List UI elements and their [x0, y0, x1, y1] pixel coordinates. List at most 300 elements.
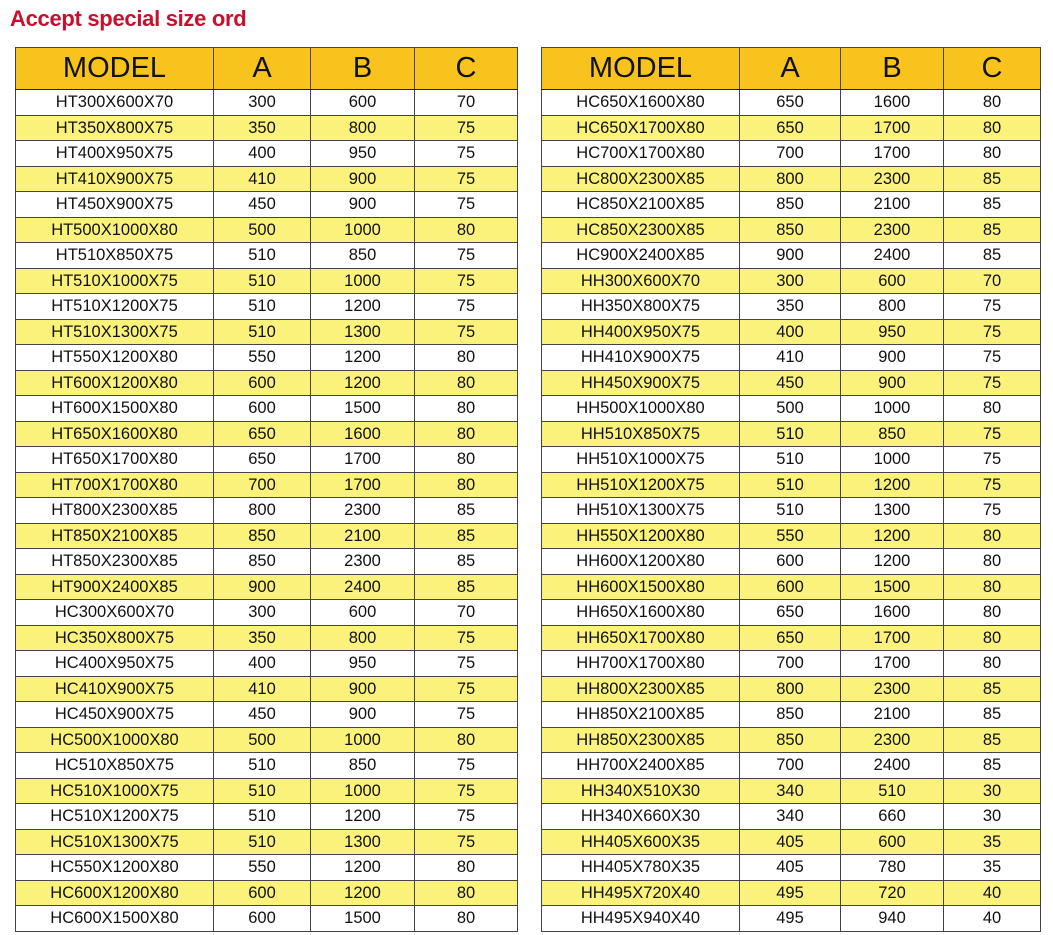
b-cell: 2400 [841, 243, 944, 269]
b-cell: 2100 [841, 702, 944, 728]
table-row [542, 421, 1041, 447]
b-cell: 1500 [311, 906, 415, 932]
model-cell: HH495X940X40 [542, 906, 740, 932]
model-cell: HC650X1600X80 [542, 90, 740, 116]
table-row [542, 447, 1041, 473]
column-header-b: B [311, 48, 415, 90]
model-cell: HH340X510X30 [542, 778, 740, 804]
b-cell: 1300 [311, 829, 415, 855]
b-cell: 1000 [311, 268, 415, 294]
table-row [542, 676, 1041, 702]
b-cell: 600 [311, 90, 415, 116]
model-cell: HT800X2300X85 [16, 498, 214, 524]
model-cell: HC300X600X70 [16, 600, 214, 626]
c-cell: 75 [415, 319, 518, 345]
table-row [542, 90, 1041, 116]
model-cell: HT510X1300X75 [16, 319, 214, 345]
b-cell: 900 [311, 166, 415, 192]
table-row [16, 345, 518, 371]
a-cell: 600 [214, 396, 311, 422]
b-cell: 780 [841, 855, 944, 881]
a-cell: 350 [214, 625, 311, 651]
a-cell: 600 [740, 574, 841, 600]
table-row [542, 268, 1041, 294]
b-cell: 1600 [841, 90, 944, 116]
a-cell: 510 [214, 778, 311, 804]
model-cell: HH410X900X75 [542, 345, 740, 371]
c-cell: 85 [944, 217, 1041, 243]
model-cell: HT550X1200X80 [16, 345, 214, 371]
model-cell: HT510X850X75 [16, 243, 214, 269]
column-header-b: B [841, 48, 944, 90]
c-cell: 85 [944, 676, 1041, 702]
model-cell: HT300X600X70 [16, 90, 214, 116]
a-cell: 400 [214, 141, 311, 167]
c-cell: 75 [944, 472, 1041, 498]
table-row [542, 727, 1041, 753]
b-cell: 1200 [311, 855, 415, 881]
a-cell: 300 [214, 600, 311, 626]
b-cell: 1700 [311, 472, 415, 498]
model-cell: HH500X1000X80 [542, 396, 740, 422]
c-cell: 75 [415, 625, 518, 651]
table-row [542, 651, 1041, 677]
model-cell: HT600X1500X80 [16, 396, 214, 422]
c-cell: 75 [944, 319, 1041, 345]
b-cell: 900 [311, 192, 415, 218]
c-cell: 80 [415, 447, 518, 473]
c-cell: 70 [415, 600, 518, 626]
model-cell: HH350X800X75 [542, 294, 740, 320]
model-cell: HH300X600X70 [542, 268, 740, 294]
a-cell: 550 [214, 855, 311, 881]
c-cell: 85 [944, 753, 1041, 779]
c-cell: 75 [415, 778, 518, 804]
model-cell: HC600X1500X80 [16, 906, 214, 932]
a-cell: 450 [214, 192, 311, 218]
table-row [542, 243, 1041, 269]
b-cell: 850 [841, 421, 944, 447]
c-cell: 80 [944, 549, 1041, 575]
a-cell: 500 [214, 727, 311, 753]
a-cell: 410 [214, 166, 311, 192]
c-cell: 85 [415, 523, 518, 549]
b-cell: 2300 [841, 166, 944, 192]
table-row [16, 447, 518, 473]
c-cell: 85 [415, 498, 518, 524]
a-cell: 340 [740, 804, 841, 830]
a-cell: 450 [740, 370, 841, 396]
model-cell: HC510X1200X75 [16, 804, 214, 830]
a-cell: 510 [214, 243, 311, 269]
b-cell: 1200 [841, 549, 944, 575]
model-cell: HH510X850X75 [542, 421, 740, 447]
size-table-right [541, 47, 1041, 932]
a-cell: 300 [214, 90, 311, 116]
a-cell: 400 [214, 651, 311, 677]
model-cell: HH495X720X40 [542, 880, 740, 906]
model-cell: HH650X1700X80 [542, 625, 740, 651]
table-row [16, 804, 518, 830]
model-cell: HC550X1200X80 [16, 855, 214, 881]
b-cell: 900 [311, 702, 415, 728]
model-cell: HH600X1200X80 [542, 549, 740, 575]
c-cell: 75 [944, 498, 1041, 524]
table-header-row [542, 48, 1041, 90]
model-cell: HH510X1300X75 [542, 498, 740, 524]
a-cell: 495 [740, 880, 841, 906]
a-cell: 850 [214, 549, 311, 575]
b-cell: 2400 [841, 753, 944, 779]
a-cell: 510 [214, 268, 311, 294]
b-cell: 600 [841, 829, 944, 855]
table-row [542, 217, 1041, 243]
column-header-model: MODEL [542, 48, 740, 90]
table-row [542, 804, 1041, 830]
c-cell: 35 [944, 855, 1041, 881]
table-row [16, 217, 518, 243]
b-cell: 850 [311, 753, 415, 779]
model-cell: HC650X1700X80 [542, 115, 740, 141]
b-cell: 1200 [841, 472, 944, 498]
b-cell: 1200 [311, 880, 415, 906]
c-cell: 80 [415, 727, 518, 753]
c-cell: 80 [415, 370, 518, 396]
table-row [542, 396, 1041, 422]
table-row [16, 421, 518, 447]
model-cell: HH600X1500X80 [542, 574, 740, 600]
a-cell: 900 [740, 243, 841, 269]
model-cell: HT650X1700X80 [16, 447, 214, 473]
model-cell: HC800X2300X85 [542, 166, 740, 192]
c-cell: 75 [415, 651, 518, 677]
a-cell: 300 [740, 268, 841, 294]
c-cell: 75 [415, 804, 518, 830]
model-cell: HH510X1200X75 [542, 472, 740, 498]
b-cell: 1700 [841, 115, 944, 141]
a-cell: 600 [214, 370, 311, 396]
model-cell: HT650X1600X80 [16, 421, 214, 447]
a-cell: 405 [740, 829, 841, 855]
a-cell: 510 [740, 472, 841, 498]
c-cell: 75 [415, 753, 518, 779]
table-row [542, 166, 1041, 192]
b-cell: 900 [311, 676, 415, 702]
b-cell: 2400 [311, 574, 415, 600]
a-cell: 510 [214, 753, 311, 779]
table-row [16, 753, 518, 779]
table-header-row [16, 48, 518, 90]
model-cell: HT600X1200X80 [16, 370, 214, 396]
a-cell: 600 [214, 880, 311, 906]
model-cell: HC400X950X75 [16, 651, 214, 677]
c-cell: 80 [944, 651, 1041, 677]
a-cell: 550 [740, 523, 841, 549]
table-row [16, 906, 518, 932]
model-cell: HH700X1700X80 [542, 651, 740, 677]
b-cell: 2300 [841, 727, 944, 753]
table-row [16, 115, 518, 141]
a-cell: 650 [214, 447, 311, 473]
model-cell: HC510X850X75 [16, 753, 214, 779]
model-cell: HC510X1300X75 [16, 829, 214, 855]
model-cell: HH510X1000X75 [542, 447, 740, 473]
b-cell: 1500 [841, 574, 944, 600]
a-cell: 350 [214, 115, 311, 141]
c-cell: 80 [415, 855, 518, 881]
c-cell: 85 [944, 192, 1041, 218]
a-cell: 500 [214, 217, 311, 243]
model-cell: HT500X1000X80 [16, 217, 214, 243]
b-cell: 940 [841, 906, 944, 932]
a-cell: 850 [740, 702, 841, 728]
c-cell: 75 [944, 447, 1041, 473]
table-row [542, 115, 1041, 141]
c-cell: 75 [415, 115, 518, 141]
table-row [16, 880, 518, 906]
table-row [16, 90, 518, 116]
b-cell: 1000 [311, 778, 415, 804]
size-table-left [15, 47, 518, 932]
a-cell: 650 [740, 625, 841, 651]
model-cell: HT700X1700X80 [16, 472, 214, 498]
b-cell: 1700 [311, 447, 415, 473]
c-cell: 85 [944, 727, 1041, 753]
a-cell: 650 [740, 90, 841, 116]
table-row [16, 855, 518, 881]
a-cell: 510 [740, 447, 841, 473]
a-cell: 510 [214, 829, 311, 855]
model-cell: HH800X2300X85 [542, 676, 740, 702]
b-cell: 600 [311, 600, 415, 626]
model-cell: HC350X800X75 [16, 625, 214, 651]
b-cell: 1200 [311, 294, 415, 320]
b-cell: 720 [841, 880, 944, 906]
c-cell: 80 [415, 217, 518, 243]
b-cell: 1700 [841, 625, 944, 651]
c-cell: 75 [415, 702, 518, 728]
model-cell: HT410X900X75 [16, 166, 214, 192]
b-cell: 2100 [311, 523, 415, 549]
table-row [16, 294, 518, 320]
c-cell: 80 [415, 906, 518, 932]
a-cell: 340 [740, 778, 841, 804]
b-cell: 600 [841, 268, 944, 294]
table-row [542, 855, 1041, 881]
b-cell: 1000 [841, 447, 944, 473]
table-row [542, 523, 1041, 549]
table-row [542, 574, 1041, 600]
c-cell: 85 [415, 549, 518, 575]
c-cell: 80 [415, 880, 518, 906]
table-row [16, 268, 518, 294]
model-cell: HC500X1000X80 [16, 727, 214, 753]
b-cell: 950 [311, 651, 415, 677]
b-cell: 1600 [311, 421, 415, 447]
b-cell: 2300 [311, 498, 415, 524]
table-row [542, 549, 1041, 575]
model-cell: HC700X1700X80 [542, 141, 740, 167]
a-cell: 550 [214, 345, 311, 371]
table-row [16, 600, 518, 626]
b-cell: 1200 [311, 345, 415, 371]
c-cell: 30 [944, 778, 1041, 804]
model-cell: HH700X2400X85 [542, 753, 740, 779]
a-cell: 410 [740, 345, 841, 371]
a-cell: 510 [214, 804, 311, 830]
a-cell: 700 [214, 472, 311, 498]
table-row [542, 702, 1041, 728]
table-row [542, 625, 1041, 651]
c-cell: 75 [415, 166, 518, 192]
a-cell: 510 [214, 319, 311, 345]
table-row [542, 753, 1041, 779]
b-cell: 510 [841, 778, 944, 804]
table-row [542, 778, 1041, 804]
a-cell: 800 [214, 498, 311, 524]
b-cell: 660 [841, 804, 944, 830]
table-row [16, 370, 518, 396]
model-cell: HC510X1000X75 [16, 778, 214, 804]
table-row [542, 370, 1041, 396]
c-cell: 75 [415, 243, 518, 269]
c-cell: 75 [944, 345, 1041, 371]
b-cell: 1500 [311, 396, 415, 422]
column-header-a: A [214, 48, 311, 90]
column-header-model: MODEL [16, 48, 214, 90]
b-cell: 950 [311, 141, 415, 167]
c-cell: 30 [944, 804, 1041, 830]
b-cell: 1300 [841, 498, 944, 524]
c-cell: 70 [415, 90, 518, 116]
model-cell: HT450X900X75 [16, 192, 214, 218]
c-cell: 85 [415, 574, 518, 600]
table-row [16, 498, 518, 524]
c-cell: 75 [415, 268, 518, 294]
table-row [16, 549, 518, 575]
a-cell: 800 [740, 166, 841, 192]
model-cell: HH405X780X35 [542, 855, 740, 881]
a-cell: 700 [740, 753, 841, 779]
b-cell: 1200 [841, 523, 944, 549]
c-cell: 35 [944, 829, 1041, 855]
model-cell: HH400X950X75 [542, 319, 740, 345]
table-row [16, 192, 518, 218]
b-cell: 1000 [311, 727, 415, 753]
c-cell: 80 [944, 141, 1041, 167]
a-cell: 400 [740, 319, 841, 345]
model-cell: HT510X1200X75 [16, 294, 214, 320]
table-row [16, 778, 518, 804]
table-row [542, 192, 1041, 218]
a-cell: 700 [740, 651, 841, 677]
table-row [16, 166, 518, 192]
c-cell: 80 [944, 523, 1041, 549]
a-cell: 350 [740, 294, 841, 320]
b-cell: 900 [841, 370, 944, 396]
b-cell: 1700 [841, 141, 944, 167]
table-row [16, 141, 518, 167]
b-cell: 2300 [841, 217, 944, 243]
b-cell: 2300 [311, 549, 415, 575]
table-row [16, 472, 518, 498]
b-cell: 1700 [841, 651, 944, 677]
c-cell: 80 [944, 600, 1041, 626]
b-cell: 850 [311, 243, 415, 269]
a-cell: 650 [740, 600, 841, 626]
model-cell: HT350X800X75 [16, 115, 214, 141]
c-cell: 85 [944, 243, 1041, 269]
a-cell: 850 [214, 523, 311, 549]
model-cell: HH850X2100X85 [542, 702, 740, 728]
c-cell: 80 [944, 396, 1041, 422]
b-cell: 1200 [311, 804, 415, 830]
c-cell: 75 [415, 829, 518, 855]
a-cell: 500 [740, 396, 841, 422]
page-heading: Accept special size ord [10, 6, 247, 31]
table-row [542, 906, 1041, 932]
table-row [16, 523, 518, 549]
table-row [542, 498, 1041, 524]
table-row [16, 676, 518, 702]
table-row [16, 625, 518, 651]
table-row [16, 651, 518, 677]
c-cell: 70 [944, 268, 1041, 294]
c-cell: 80 [944, 625, 1041, 651]
c-cell: 85 [944, 702, 1041, 728]
table-row [16, 829, 518, 855]
model-cell: HH450X900X75 [542, 370, 740, 396]
table-row [542, 141, 1041, 167]
c-cell: 80 [415, 472, 518, 498]
model-cell: HC850X2300X85 [542, 217, 740, 243]
b-cell: 2100 [841, 192, 944, 218]
model-cell: HT900X2400X85 [16, 574, 214, 600]
model-cell: HT850X2300X85 [16, 549, 214, 575]
b-cell: 1200 [311, 370, 415, 396]
table-row [542, 600, 1041, 626]
c-cell: 80 [415, 345, 518, 371]
a-cell: 850 [740, 217, 841, 243]
c-cell: 75 [944, 294, 1041, 320]
b-cell: 2300 [841, 676, 944, 702]
model-cell: HT510X1000X75 [16, 268, 214, 294]
table-row [542, 294, 1041, 320]
b-cell: 1000 [311, 217, 415, 243]
c-cell: 80 [944, 115, 1041, 141]
b-cell: 800 [311, 625, 415, 651]
c-cell: 75 [944, 370, 1041, 396]
table-row [16, 243, 518, 269]
column-header-c: C [415, 48, 518, 90]
a-cell: 600 [740, 549, 841, 575]
b-cell: 1300 [311, 319, 415, 345]
a-cell: 800 [740, 676, 841, 702]
b-cell: 1600 [841, 600, 944, 626]
a-cell: 650 [214, 421, 311, 447]
model-cell: HH405X600X35 [542, 829, 740, 855]
c-cell: 75 [415, 676, 518, 702]
a-cell: 410 [214, 676, 311, 702]
a-cell: 450 [214, 702, 311, 728]
b-cell: 900 [841, 345, 944, 371]
model-cell: HC900X2400X85 [542, 243, 740, 269]
model-cell: HT400X950X75 [16, 141, 214, 167]
c-cell: 85 [944, 166, 1041, 192]
a-cell: 850 [740, 192, 841, 218]
a-cell: 510 [214, 294, 311, 320]
a-cell: 510 [740, 498, 841, 524]
